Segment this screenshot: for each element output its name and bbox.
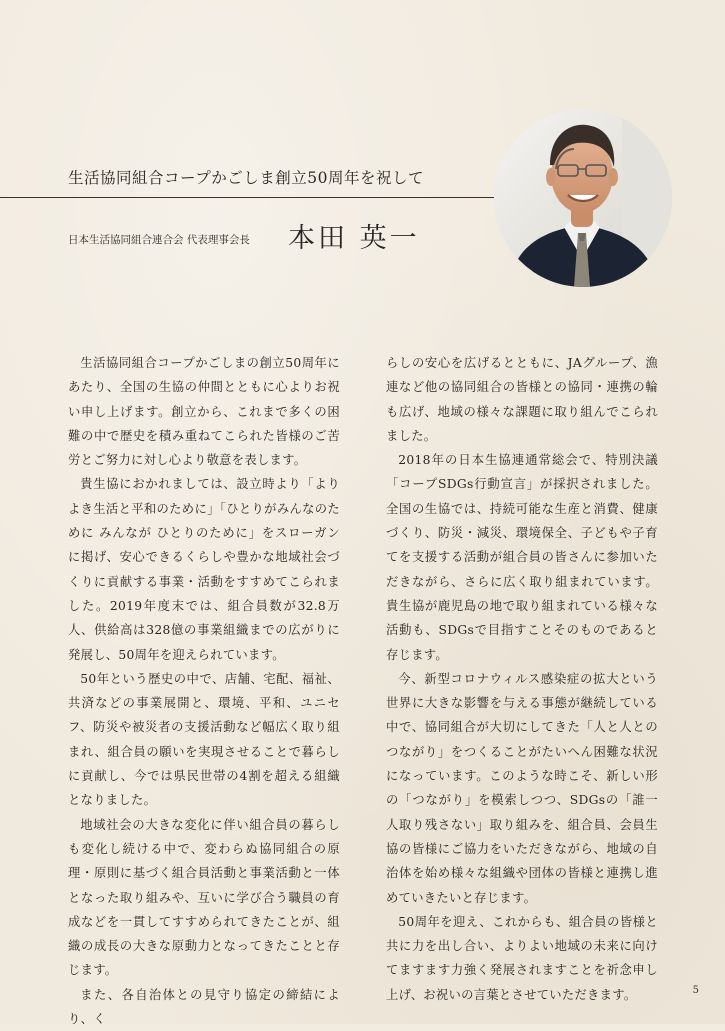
paragraph: 2018年の日本生協連通常総会で、特別決議「コープSDGs行動宣言」が採択されました。全国の生協では、持続可能な生産と消費、健康づくり、防災・減災、環境保全、子どもや子育てを支援する活動が組合員の皆さんに参加いただきながら、さらに広く取り組まれています。貴生協が鹿児島の地で取り組まれている様々な活動も、SDGsで目指すことそのものであると存じます。 [386,453,658,662]
article-title: 生活協同組合コープかごしま創立50周年を祝して [68,169,424,187]
paragraph: 50年という歴史の中で、店舗、宅配、福祉、共済などの事業展開と、環境、平和、ユニセフ、防災や被災者の支援活動など幅広く取り組まれ、組合員の願いを実現させることで暮らしに貢献し、今では県民世帯の4割を超える組織となりました。 [68,671,340,808]
paragraph: また、各自治体との見守り協定の締結により、く [68,987,340,1027]
author-portrait [494,109,672,287]
page-number: 5 [692,985,699,996]
paragraph: らしの安心を広げるとともに、JAグループ、漁連など他の協同組合の皆様との協同・連携の輪も広げ、地域の様々な課題に取り組んでこられました。 [386,356,658,443]
author-position: 日本生活協同組合連合会 代表理事会長 [68,234,250,246]
author-name: 本田 英一 [288,223,420,254]
body-column-left [68,351,340,1031]
paragraph: 今、新型コロナウィルス感染症の拡大という世界に大きな影響を与える事態が継続している中で、協同組合が大切にしてきた「人と人とのつながり」をつくることがたいへん困難な状況になっています。このような時こそ、新しい形の「つながり」を模索しつつ、SDGsの「誰一人取り残さない」取り組みを、組合員、会員生協の皆様にご協力をいただきながら、地域の自治体を始め様々な組織や団体の皆様と連携し進めていきたいと存じます。 [386,671,658,905]
body-column-right [386,351,658,1007]
paragraph: 50周年を迎え、これからも、組合員の皆様と共に力を出し合い、よりよい地域の未来に向けてますます力強く発展されますことを祈念申し上げ、お祝いの言葉とさせていただきます。 [386,914,658,1002]
paragraph: 地域社会の大きな変化に伴い組合員の暮らしも変化し続ける中で、変わらぬ協同組合の原理・原則に基づく組合員活動と事業活動と一体となった取り組みや、互いに学び合う職員の育成などを一貫してすすめられてきたことが、組織の成長の大きな原動力となってきたことと存じます。 [68,817,340,978]
paragraph: 貴生協におかれましては、設立時より「よりよき生活と平和のために」「ひとりがみんなのために みんなが ひとりのために」をスローガンに掲げ、安心できるくらしや豊かな地域社会づくりに貢献する事業・活動をすすめてこられました。2019年度末では、組合員数が32.8万人、供給高は328億の事業組織までの広がりに発展し、50周年を迎えられています。 [68,477,340,662]
paragraph: 生活協同組合コープかごしまの創立50周年にあたり、全国の生協の仲間とともに心よりお祝い申し上げます。創立から、これまで多くの困難の中で歴史を積み重ねてこられた皆様のご苦労とご努力に対し心より敬意を表します。 [68,356,340,468]
title-divider [0,197,497,198]
